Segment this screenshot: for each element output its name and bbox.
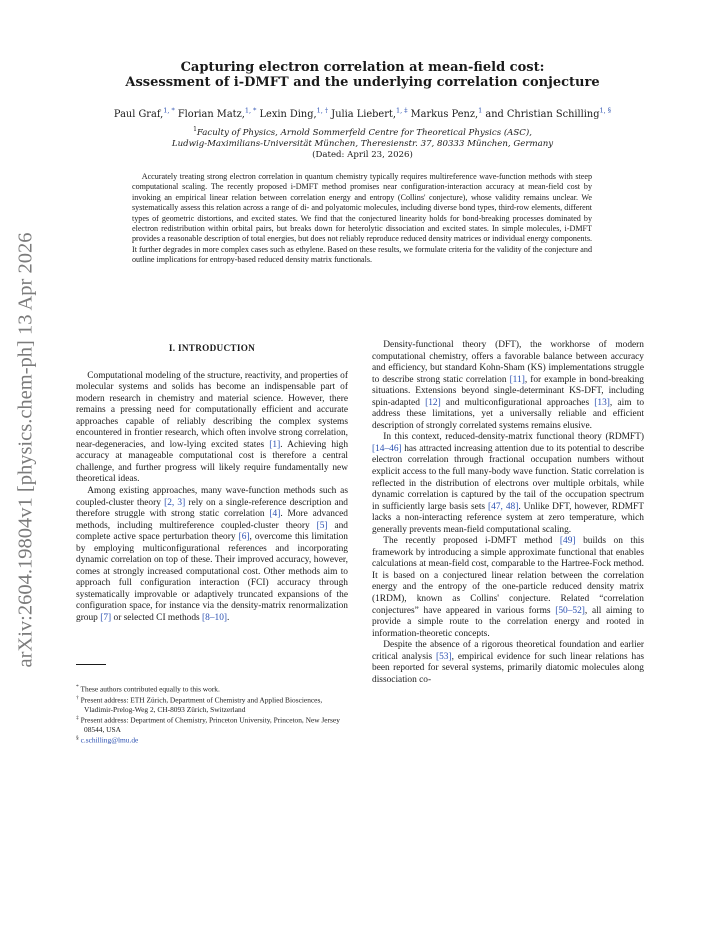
citation-link[interactable]: [50–52] xyxy=(555,605,585,616)
footnotes xyxy=(76,683,348,745)
section-heading: I. INTRODUCTION xyxy=(168,343,256,353)
paragraph xyxy=(372,340,644,432)
affiliation: $^1$Faculty of Physics, Arnold Sommerfeld Centre for Theoretical Physics (ASC), Ludwig-Maximilians-Universität München, Theresienstr. 37, 80333 München, Germany xyxy=(171,126,554,150)
paper-title xyxy=(85,60,640,90)
footnote: § c.schilling@lmu.de xyxy=(76,734,139,745)
arxiv-sidebar xyxy=(8,190,44,710)
citation-link[interactable]: [47, 48] xyxy=(488,501,519,512)
title-line-1: Capturing electron correlation at mean-field cost: xyxy=(180,60,545,75)
author: Markus Penz,$^1$ xyxy=(410,107,483,121)
citation-link[interactable]: [12] xyxy=(425,397,441,408)
paragraph xyxy=(372,432,644,536)
text-run: Among existing approaches, many wave-function methods such as coupled-cluster theory xyxy=(76,486,348,508)
text-run: builds on this framework by introducing a simple approximate functional that enables calculations at mean-field cost, comparable to the Hartree-Fock method. It is based on a conjectured linear relation between the correlation energy and the entropy of the one-particle reduced density matrix (1RDM), known as Collins' conjecture. Related “correlation conjectures” have appeared in various forms xyxy=(372,536,645,616)
text-run: has attracted increasing attention due to its potential to describe electron correlation through fractional occupation numbers without explicit access to the full many-body wave function. Static correlation is reflected in the distribution of electrons over multiple orbitals, while dynamic correlation is captured by the tail of the occupation spectrum in sufficiently large basis sets xyxy=(372,443,644,512)
arxiv-identifier: arXiv:2604.19804v1 [physics.chem-ph] 13 Apr 2026 xyxy=(14,232,37,668)
citation-link[interactable]: [13] xyxy=(594,397,610,408)
paragraph xyxy=(372,536,644,640)
author: Paul Graf,$^{1, *}$ xyxy=(113,107,175,121)
footnote-rule xyxy=(76,664,106,665)
footnote: * These authors contributed equally to this work. xyxy=(76,684,220,694)
title-line-2: Assessment of i-DMFT and the underlying correlation conjecture xyxy=(125,75,600,90)
author-list xyxy=(85,105,640,121)
footnote: † Present address: ETH Zürich, Department of Chemistry and Applied Biosciences, Vladimir-Prelog-Weg 2, CH-8093 Zürich, Switzerland xyxy=(76,694,323,714)
paper-header xyxy=(85,60,640,161)
paragraph xyxy=(372,640,644,686)
text-run: , for example in bond-breaking situations. Extensions beyond single-determinant KS-DFT, including spin-adapted xyxy=(372,374,644,408)
citation-link[interactable]: [5] xyxy=(316,520,328,531)
citation-link[interactable]: [6] xyxy=(238,532,250,543)
email-link[interactable]: c.schilling@lmu.de xyxy=(80,735,139,745)
citation-link[interactable]: [11] xyxy=(509,374,525,385)
citation-link[interactable]: [7] xyxy=(100,613,112,624)
citation-link[interactable]: [49] xyxy=(559,536,576,547)
citation-link[interactable]: [53] xyxy=(435,651,452,662)
citation-link[interactable]: [2, 3] xyxy=(164,497,186,508)
text-run: . xyxy=(227,613,230,624)
citation-link[interactable]: [1] xyxy=(269,439,281,450)
text-run: rely on a single-reference description and therefore struggle with strong static correlation xyxy=(76,497,348,520)
author: Florian Matz,$^{1, *}$ xyxy=(177,107,257,121)
right-column xyxy=(372,340,644,686)
text-run: or selected CI methods xyxy=(111,613,203,624)
text-run: . Achieving high accuracy at manageable computational cost is therefore a central challenge, and further progress will likely require fundamentally new theoretical ideas. xyxy=(76,439,349,485)
text-run: and multiconfigurational approaches xyxy=(440,397,595,408)
footnote: ‡ Present address: Department of Chemistry, Princeton University, Princeton, New Jersey 08544, USA xyxy=(76,714,340,734)
text-run: , empirical evidence for such linear relations has been reported for several systems, primarily diatomic molecules along dissociation co- xyxy=(372,651,644,685)
citation-link[interactable]: [14–46] xyxy=(372,443,402,454)
left-column xyxy=(76,340,348,625)
text-run: Despite the absence of a rigorous theoretical foundation and earlier critical analysis xyxy=(372,640,644,662)
date-line: (Dated: April 23, 2026) xyxy=(312,150,413,161)
paragraph xyxy=(76,486,348,625)
paragraph xyxy=(76,371,348,486)
abstract xyxy=(132,172,592,266)
text-run: . Unlike DFT, however, RDMFT lacks a non-interacting reference system at zero temperature, which generally prevents mean-field computational scaling. xyxy=(372,501,644,535)
author: and Christian Schilling$^{1, \S}$ xyxy=(485,107,612,121)
text-run: , aim to address these limitations, yet a universally reliable and efficient description of strongly correlated systems remains elusive. xyxy=(372,397,645,431)
text-run: In this context, reduced-density-matrix functional theory (RDMFT) xyxy=(383,432,644,443)
author: Julia Liebert,$^{1, \ddagger}$ xyxy=(331,107,408,121)
text-run: , overcome this limitation by employing multiconfigurational references and incorporating dynamic correlation on top of these. Their improved accuracy, however, comes at strongly increased computational cost. Other methods aim to approach full configuration interaction (FCI) accuracy through systematically improvable or adaptively truncated expansions of the configuration space, for instance via the density-matrix renormalization group xyxy=(76,532,348,624)
text-run: and complete active space perturbation theory xyxy=(76,520,348,543)
citation-link[interactable]: [8–10] xyxy=(202,613,228,624)
text-run: , all aiming to provide a simple route to the correlation energy and rooted in information-theoretic concepts. xyxy=(372,605,645,639)
text-run: Density-functional theory (DFT), the workhorse of modern computational chemistry, offers a favorable balance between accuracy and efficiency, but standard Kohn-Sham (KS) implementations struggle to describe strong static correlation xyxy=(372,340,644,385)
text-run: The recently proposed i-DMFT method xyxy=(383,536,560,547)
citation-link[interactable]: [4] xyxy=(269,509,281,520)
text-run: Computational modeling of the structure, reactivity, and properties of molecular systems and solids has become an indispensable part of modern research in chemistry and material science. However, there remains a pressing need for computationally efficient and accurate approaches capable of reliably describing the complex systems encountered in frontier research, which often involve strong correlation, near-degeneracies, and low-lying excited states xyxy=(76,370,348,450)
text-run: . More advanced methods, including multireference coupled-cluster theory xyxy=(76,509,348,531)
abstract-text: Accurately treating strong electron correlation in quantum chemistry typically requires multireference wave-function methods with steep computational scaling. The recently proposed i-DMFT method promises near configuration-interaction accuracy at mean-field cost by invoking an empirical linear relation between correlation energy and entropy (Collins' conjecture), whose validity remains unclear. We systematically assess this relation across a range of di- and polyatomic molecules, including diverse bond types, third-row elements, different types of geometric distortions, and excited states. We find that the conjectured linearity holds for bond-breaking processes dominated by electron redistribution within orbital pairs, but breaks down for heterolytic dissociation and excited states. In simple molecules, i-DMFT provides a reasonable description of total energies, but does not reliably reproduce reduced density matrices or individual energy components. It further degrades in more complex cases such as ethylene. Based on these results, we formulate criteria for the validity of the conjecture and outline implications for entropy-based reduced density matrix functionals. xyxy=(132,172,593,265)
author: Lexin Ding,$^{1, \dagger}$ xyxy=(259,107,329,121)
